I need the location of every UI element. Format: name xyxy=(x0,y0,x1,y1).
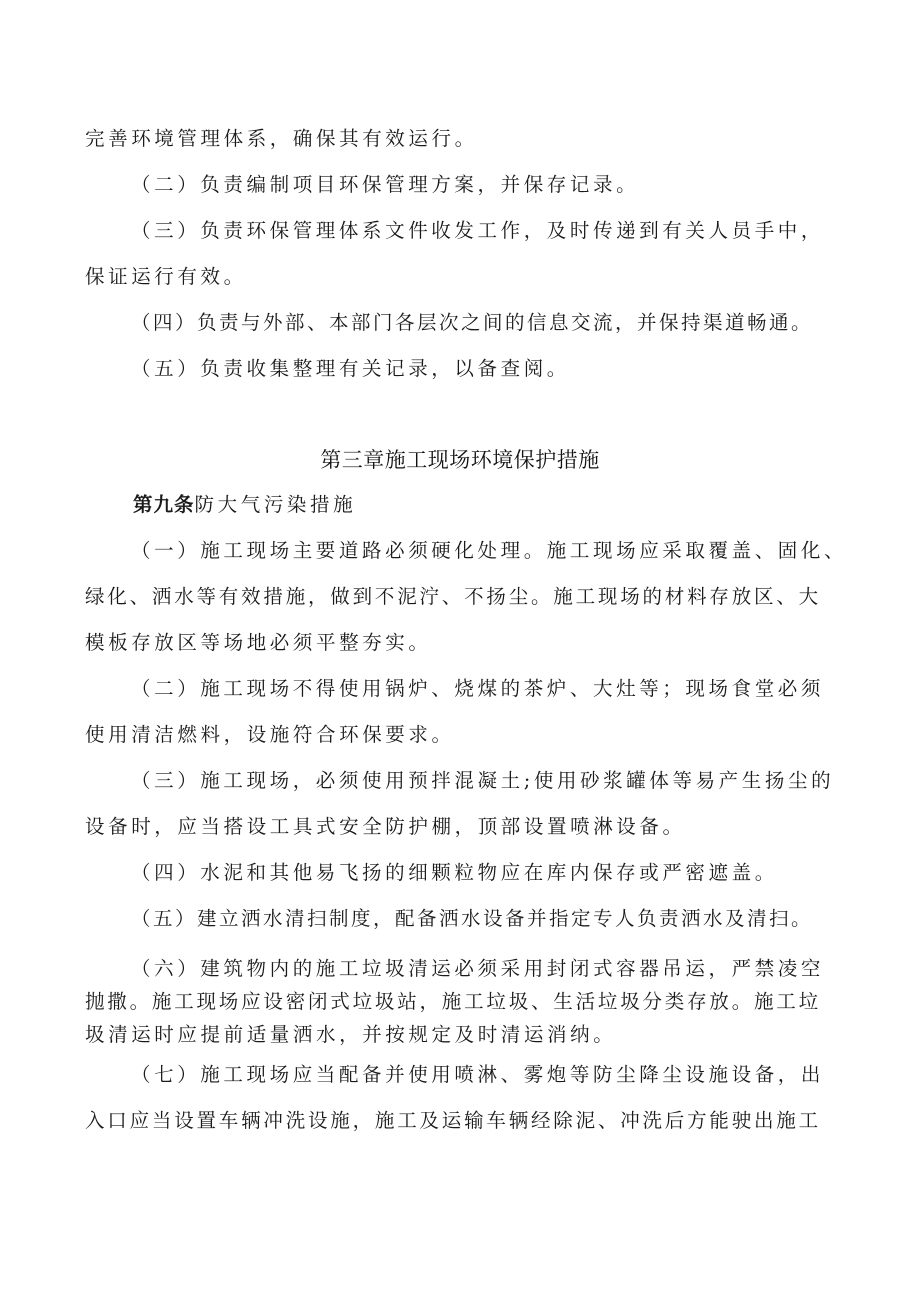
article-title: 防大气污染措施 xyxy=(194,493,357,516)
body-line: （一）施工现场主要道路必须硬化处理。施工现场应采取覆盖、固化、 xyxy=(131,539,848,562)
chapter-title: 第三章施工现场环境保护措施 xyxy=(320,448,600,472)
paragraph-line: 保证运行有效。 xyxy=(85,265,247,288)
body-line: （五）建立洒水清扫制度，配备洒水设备并指定专人负责洒水及清扫。 xyxy=(131,907,814,930)
paragraph-line: （三）负责环保管理体系文件收发工作，及时传递到有关人员手中， xyxy=(131,219,825,242)
body-line: （二）施工现场不得使用锅炉、烧煤的茶炉、大灶等；现场食堂必须 xyxy=(131,677,825,700)
article-label: 第九条 xyxy=(133,493,195,516)
paragraph-line: （四）负责与外部、本部门各层次之间的信息交流，并保持渠道畅通。 xyxy=(131,311,814,334)
body-line: （四）水泥和其他易飞扬的细颗粒物应在库内保存或严密遮盖。 xyxy=(131,861,778,884)
body-line: 入口应当设置车辆冲洗设施，施工及运输车辆经除泥、冲洗后方能驶出施工 xyxy=(85,1109,821,1132)
body-line: （三）施工现场，必须使用预拌混凝土;使用砂浆罐体等易产生扬尘的 xyxy=(131,769,835,792)
article-heading xyxy=(133,493,356,517)
body-line: 圾清运时应提前适量洒水，并按规定及时清运消纳。 xyxy=(85,1023,617,1046)
body-line: 抛撒。施工现场应设密闭式垃圾站，施工垃圾、生活垃圾分类存放。施工垃 xyxy=(85,990,821,1013)
body-line: （七）施工现场应当配备并使用喷淋、雾炮等防尘降尘设施设备，出 xyxy=(131,1063,825,1086)
body-line: （六）建筑物内的施工垃圾清运必须采用封闭式容器吊运，严禁凌空 xyxy=(131,957,825,980)
paragraph-line: （二）负责编制项目环保管理方案，并保存记录。 xyxy=(131,173,640,196)
paragraph-line: （五）负责收集整理有关记录，以备查阅。 xyxy=(131,357,570,380)
body-line: 设备时，应当搭设工具式安全防护棚，顶部设置喷淋设备。 xyxy=(85,815,686,838)
body-line: 绿化、洒水等有效措施，做到不泥泞、不扬尘。施工现场的材料存放区、大 xyxy=(85,585,821,608)
body-line: 使用清洁燃料，设施符合环保要求。 xyxy=(85,723,455,746)
paragraph-line: 完善环境管理体系，确保其有效运行。 xyxy=(85,127,478,150)
body-line: 模板存放区等场地必须平整夯实。 xyxy=(85,631,432,654)
